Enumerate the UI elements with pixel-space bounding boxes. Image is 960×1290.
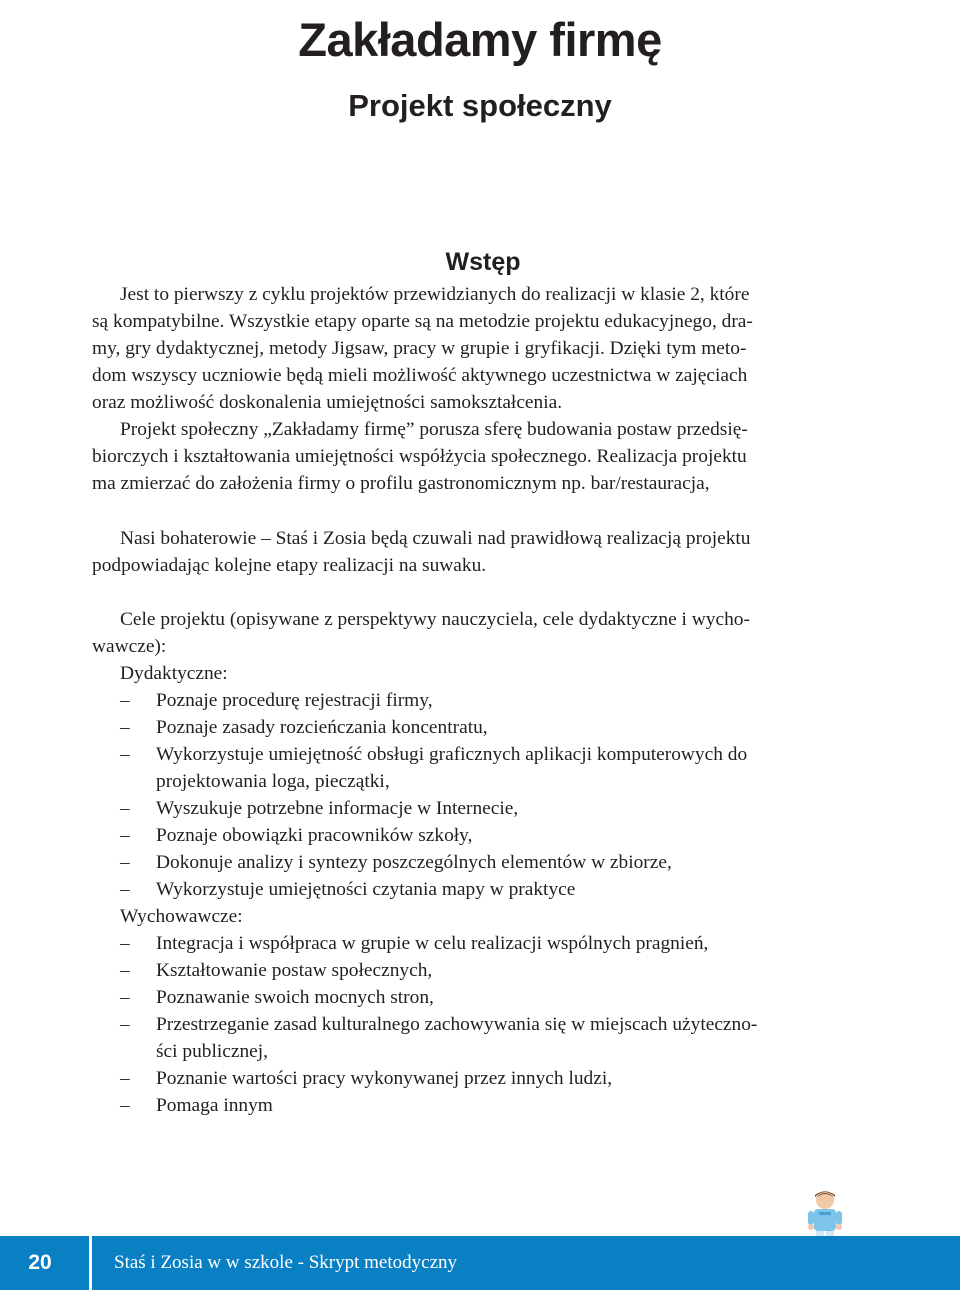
dash-bullet: –	[120, 960, 130, 981]
didactic-label: Dydaktyczne:	[120, 663, 228, 684]
dash-bullet: –	[120, 1014, 130, 1035]
goals-section	[92, 606, 852, 1119]
list-item-text: Pomaga innym	[156, 1095, 273, 1116]
list-item-text: Wyszukuje potrzebne informacje w Internecie,	[156, 798, 519, 819]
list-item	[92, 795, 852, 822]
list-item-text: Poznawanie swoich mocnych stron,	[156, 987, 434, 1008]
page-footer	[0, 1236, 960, 1290]
dash-bullet: –	[120, 933, 130, 954]
list-item	[92, 930, 852, 957]
dash-bullet: –	[120, 852, 130, 873]
text-line: są kompatybilne. Wszystkie etapy oparte są na metodzie projektu edukacyjnego, dra-	[92, 311, 753, 332]
dash-bullet: –	[120, 1068, 130, 1089]
educational-label: Wychowawcze:	[120, 906, 243, 927]
list-item-text: Wykorzystuje umiejętność obsługi graficznych aplikacji komputerowych do	[156, 744, 748, 765]
list-item	[92, 714, 852, 741]
list-item-text: Wykorzystuje umiejętności czytania mapy w praktyce	[156, 879, 576, 900]
list-item-text: projektowania loga, pieczątki,	[156, 771, 390, 792]
list-item	[92, 741, 852, 768]
list-item	[92, 1065, 852, 1092]
text-line: Projekt społeczny „Zakładamy firmę” porusza sferę budowania postaw przedsię-	[120, 419, 748, 440]
text-line: podpowiadając kolejne etapy realizacji na suwaku.	[92, 555, 487, 576]
text-line: oraz możliwość doskonalenia umiejętności samokształcenia.	[92, 392, 563, 413]
list-item-text: Poznanie wartości pracy wykonywanej przez innych ludzi,	[156, 1068, 613, 1089]
list-item-text: Integracja i współpraca w grupie w celu realizacji wspólnych pragnień,	[156, 933, 709, 954]
footer-divider	[89, 1236, 92, 1290]
list-item-text: Przestrzeganie zasad kulturalnego zachowywania się w miejscach użyteczno-	[156, 1014, 758, 1035]
dash-bullet: –	[120, 879, 130, 900]
heroes-text	[92, 525, 852, 579]
list-item-text: Dokonuje analizy i syntezy poszczególnych elementów w zbiorze,	[156, 852, 672, 873]
dash-bullet: –	[120, 744, 130, 765]
text-line: my, gry dydaktycznej, metody Jigsaw, pracy w grupie i gryfikacji. Dzięki tym meto-	[92, 338, 747, 359]
list-item	[92, 1092, 852, 1119]
dash-bullet: –	[120, 690, 130, 711]
intro-text	[92, 281, 852, 497]
text-line: wawcze):	[92, 636, 167, 657]
page-title: Zakładamy firmę	[298, 13, 662, 66]
dash-bullet: –	[120, 798, 130, 819]
page-number: 20	[28, 1251, 52, 1274]
list-item-continuation	[92, 1038, 852, 1065]
dash-bullet: –	[120, 825, 130, 846]
list-item	[92, 1011, 852, 1038]
text-line: ma zmierzać do założenia firmy o profilu gastronomicznym np. bar/restauracja,	[92, 473, 710, 494]
list-item-text: Poznaje procedurę rejestracji firmy,	[156, 690, 433, 711]
dash-bullet: –	[120, 1095, 130, 1116]
list-item-continuation	[92, 768, 852, 795]
section-heading-intro: Wstęp	[445, 248, 521, 276]
list-item	[92, 849, 852, 876]
list-item	[92, 687, 852, 714]
list-item	[92, 876, 852, 903]
list-item-text: ści publicznej,	[156, 1041, 268, 1062]
list-item-text: Kształtowanie postaw społecznych,	[156, 960, 433, 981]
dash-bullet: –	[120, 987, 130, 1008]
text-line: biorczych i kształtowania umiejętności współżycia społecznego. Realizacja projektu	[92, 446, 747, 467]
list-item	[92, 984, 852, 1011]
list-item	[92, 822, 852, 849]
list-item-text: Poznaje obowiązki pracowników szkoły,	[156, 825, 473, 846]
dash-bullet: –	[120, 717, 130, 738]
text-line: Nasi bohaterowie – Staś i Zosia będą czuwali nad prawidłową realizacją projektu	[120, 528, 751, 549]
page-subtitle: Projekt społeczny	[348, 88, 612, 123]
text-line: dom wszyscy uczniowie będą mieli możliwość aktywnego uczestnictwa w zajęciach	[92, 365, 748, 386]
list-item-text: Poznaje zasady rozcieńczania koncentratu,	[156, 717, 488, 738]
text-line: Jest to pierwszy z cyklu projektów przewidzianych do realizacji w klasie 2, które	[120, 284, 750, 305]
footer-text: Staś i Zosia w w szkole - Skrypt metodyczny	[114, 1252, 458, 1273]
text-line: Cele projektu (opisywane z perspektywy nauczyciela, cele dydaktyczne i wycho-	[120, 609, 750, 630]
list-item	[92, 957, 852, 984]
